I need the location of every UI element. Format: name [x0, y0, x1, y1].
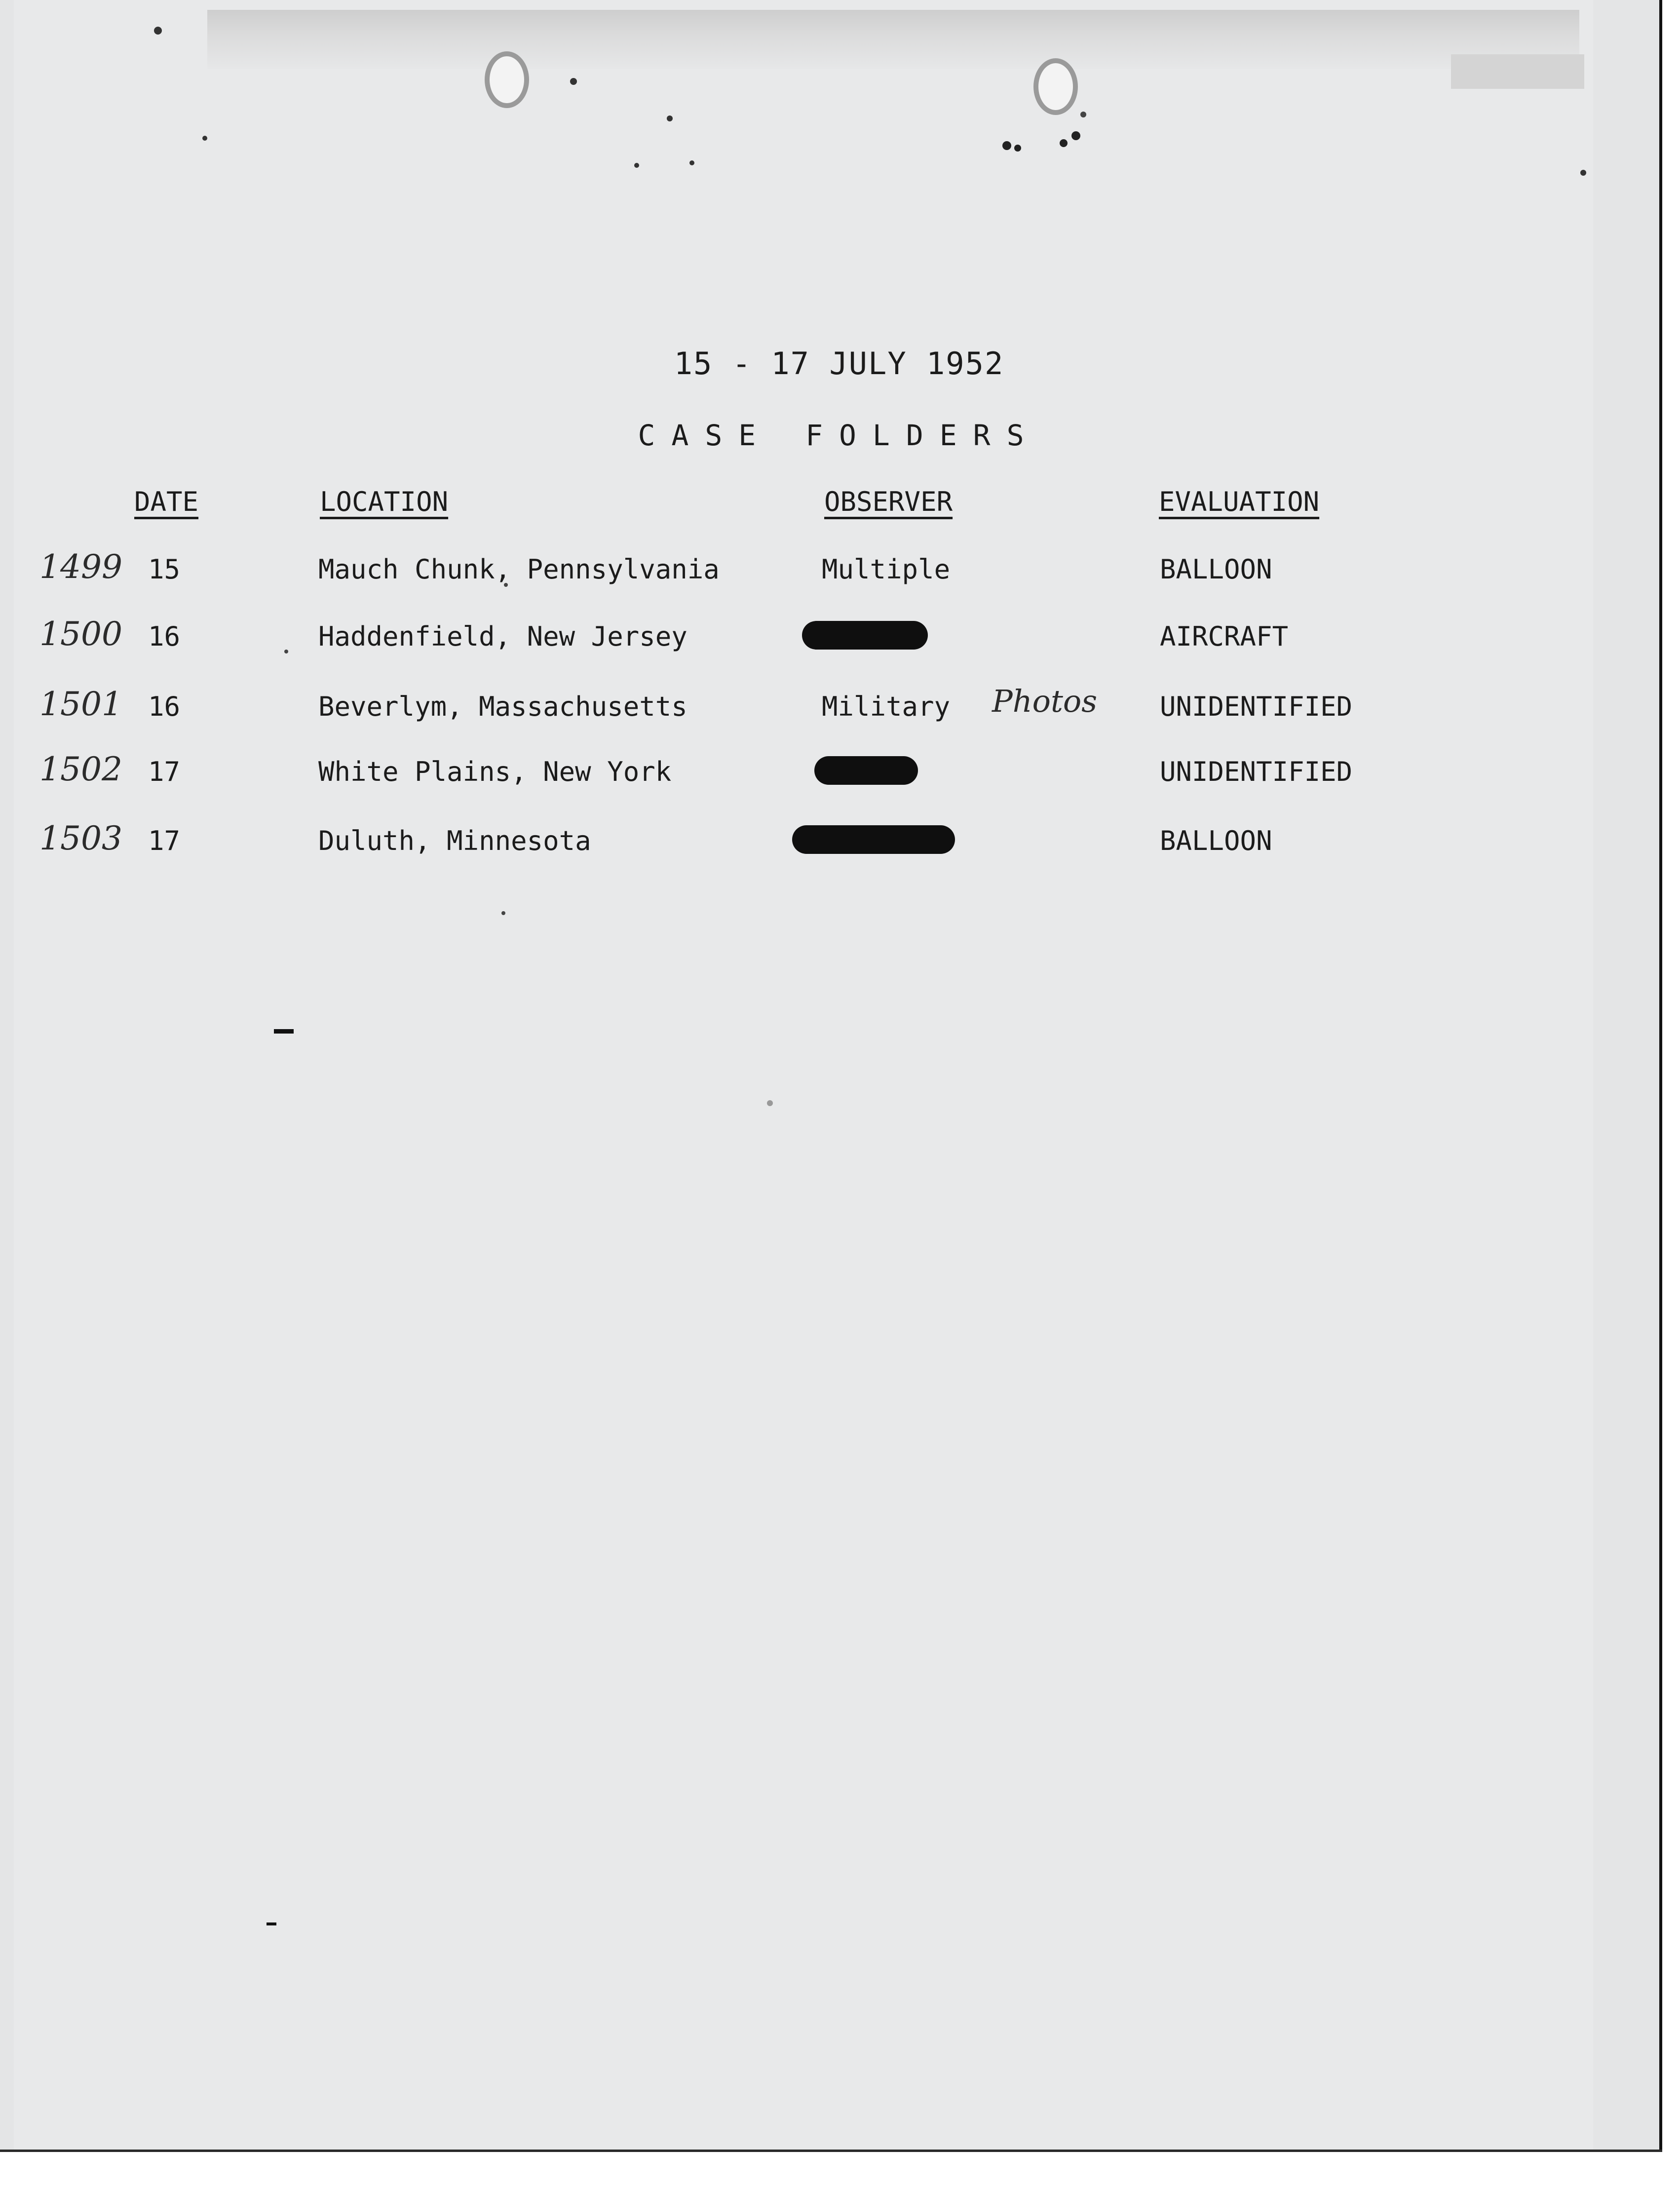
date-day: 16	[148, 691, 181, 722]
scan-right-border	[1659, 0, 1680, 2190]
evaluation: AIRCRAFT	[1160, 621, 1289, 652]
table-row	[0, 548, 1680, 613]
observer: Military	[822, 691, 951, 722]
case-number: 1502	[39, 750, 122, 788]
date-day: 16	[148, 621, 181, 652]
observer-redaction	[814, 756, 918, 785]
observer-redaction	[792, 825, 955, 854]
evaluation: BALLOON	[1160, 825, 1272, 856]
date-day: 15	[148, 554, 181, 585]
scan-bottom-border	[0, 2150, 1662, 2190]
evaluation: BALLOON	[1160, 554, 1272, 585]
table-row	[0, 683, 1680, 750]
case-number: 1501	[39, 685, 122, 723]
date-day: 17	[148, 825, 181, 856]
handwritten-note: Photos	[992, 683, 1098, 719]
column-header-observer: OBSERVER	[824, 486, 953, 517]
evaluation: UNIDENTIFIED	[1160, 691, 1353, 722]
table-row	[0, 819, 1680, 884]
table-row	[0, 615, 1680, 680]
location: Duluth, Minnesota	[318, 825, 591, 856]
column-header-evaluation: EVALUATION	[1159, 486, 1320, 517]
column-header-location: LOCATION	[320, 486, 449, 517]
column-header-date: DATE	[134, 486, 199, 517]
evaluation: UNIDENTIFIED	[1160, 756, 1353, 787]
case-number: 1499	[39, 548, 122, 586]
observer-redaction	[802, 621, 928, 650]
table-row	[0, 750, 1680, 815]
location: Haddenfield, New Jersey	[318, 621, 687, 652]
document-title: 15 - 17 JULY 1952	[674, 346, 1004, 382]
case-number: 1500	[39, 615, 122, 653]
document-subtitle: CASE FOLDERS	[638, 419, 1040, 452]
location: Mauch Chunk, Pennsylvania	[318, 554, 720, 585]
case-number: 1503	[39, 819, 122, 857]
location: White Plains, New York	[318, 756, 672, 787]
observer: Multiple	[822, 554, 951, 585]
date-day: 17	[148, 756, 181, 787]
location: Beverlym, Massachusetts	[318, 691, 687, 722]
